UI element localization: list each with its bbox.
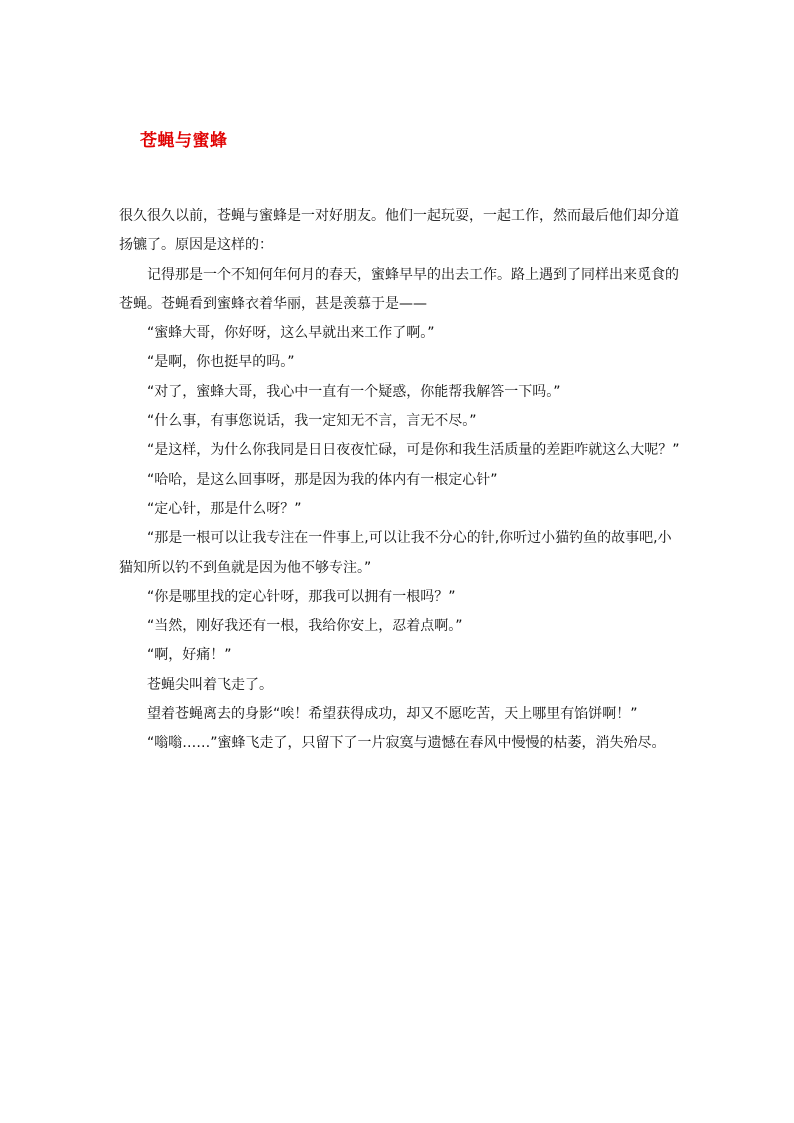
paragraph: “那是一根可以让我专注在一件事上,可以让我不分心的针,你听过小猫钓鱼的故事吧,小猫知所以钓不到鱼就是因为他不够专注。” [119,530,672,576]
paragraph: 很久很久以前，苍蝇与蜜蜂是一对好朋友。他们一起玩耍，一起工作，然而最后他们却分道扬镳了。原因是这样的： [119,208,679,254]
paragraph: “是这样，为什么你我同是日日夜夜忙碌，可是你和我生活质量的差距咋就这么大呢？” [147,442,680,459]
paragraph: 望着苍蝇离去的身影“唉！希望获得成功，却又不愿吃苦，天上哪里有馅饼啊！” [147,706,638,723]
paragraph: “蜜蜂大哥，你好呀，这么早就出来工作了啊。” [147,325,435,342]
paragraph: 记得那是一个不知何年何月的春天，蜜蜂早早的出去工作。路上遇到了同样出来觅食的苍蝇。苍蝇看到蜜蜂衣着华丽，甚是羡慕于是—— [119,266,679,312]
paragraph: “哈哈，是这么回事呀，那是因为我的体内有一根定心针” [147,471,498,488]
paragraph: “嗡嗡……”蜜蜂飞走了，只留下了一片寂寞与遗憾在春风中慢慢的枯萎，消失殆尽。 [147,735,666,752]
paragraph: “对了，蜜蜂大哥，我心中一直有一个疑惑，你能帮我解答一下吗。” [147,383,561,400]
paragraph: “你是哪里找的定心针呀，那我可以拥有一根吗？” [147,588,456,605]
paragraph: “是啊，你也挺早的吗。” [147,354,295,371]
document-title: 苍蝇与蜜蜂 [140,131,228,151]
paragraph: “当然，刚好我还有一根，我给你安上，忍着点啊。” [147,618,463,635]
paragraph: “什么事，有事您说话，我一定知无不言，言无不尽。” [147,413,477,430]
paragraph: “定心针，那是什么呀？” [147,500,302,517]
document-body [119,202,681,759]
paragraph: “啊，好痛！” [147,647,232,664]
paragraph: 苍蝇尖叫着飞走了。 [147,676,273,693]
